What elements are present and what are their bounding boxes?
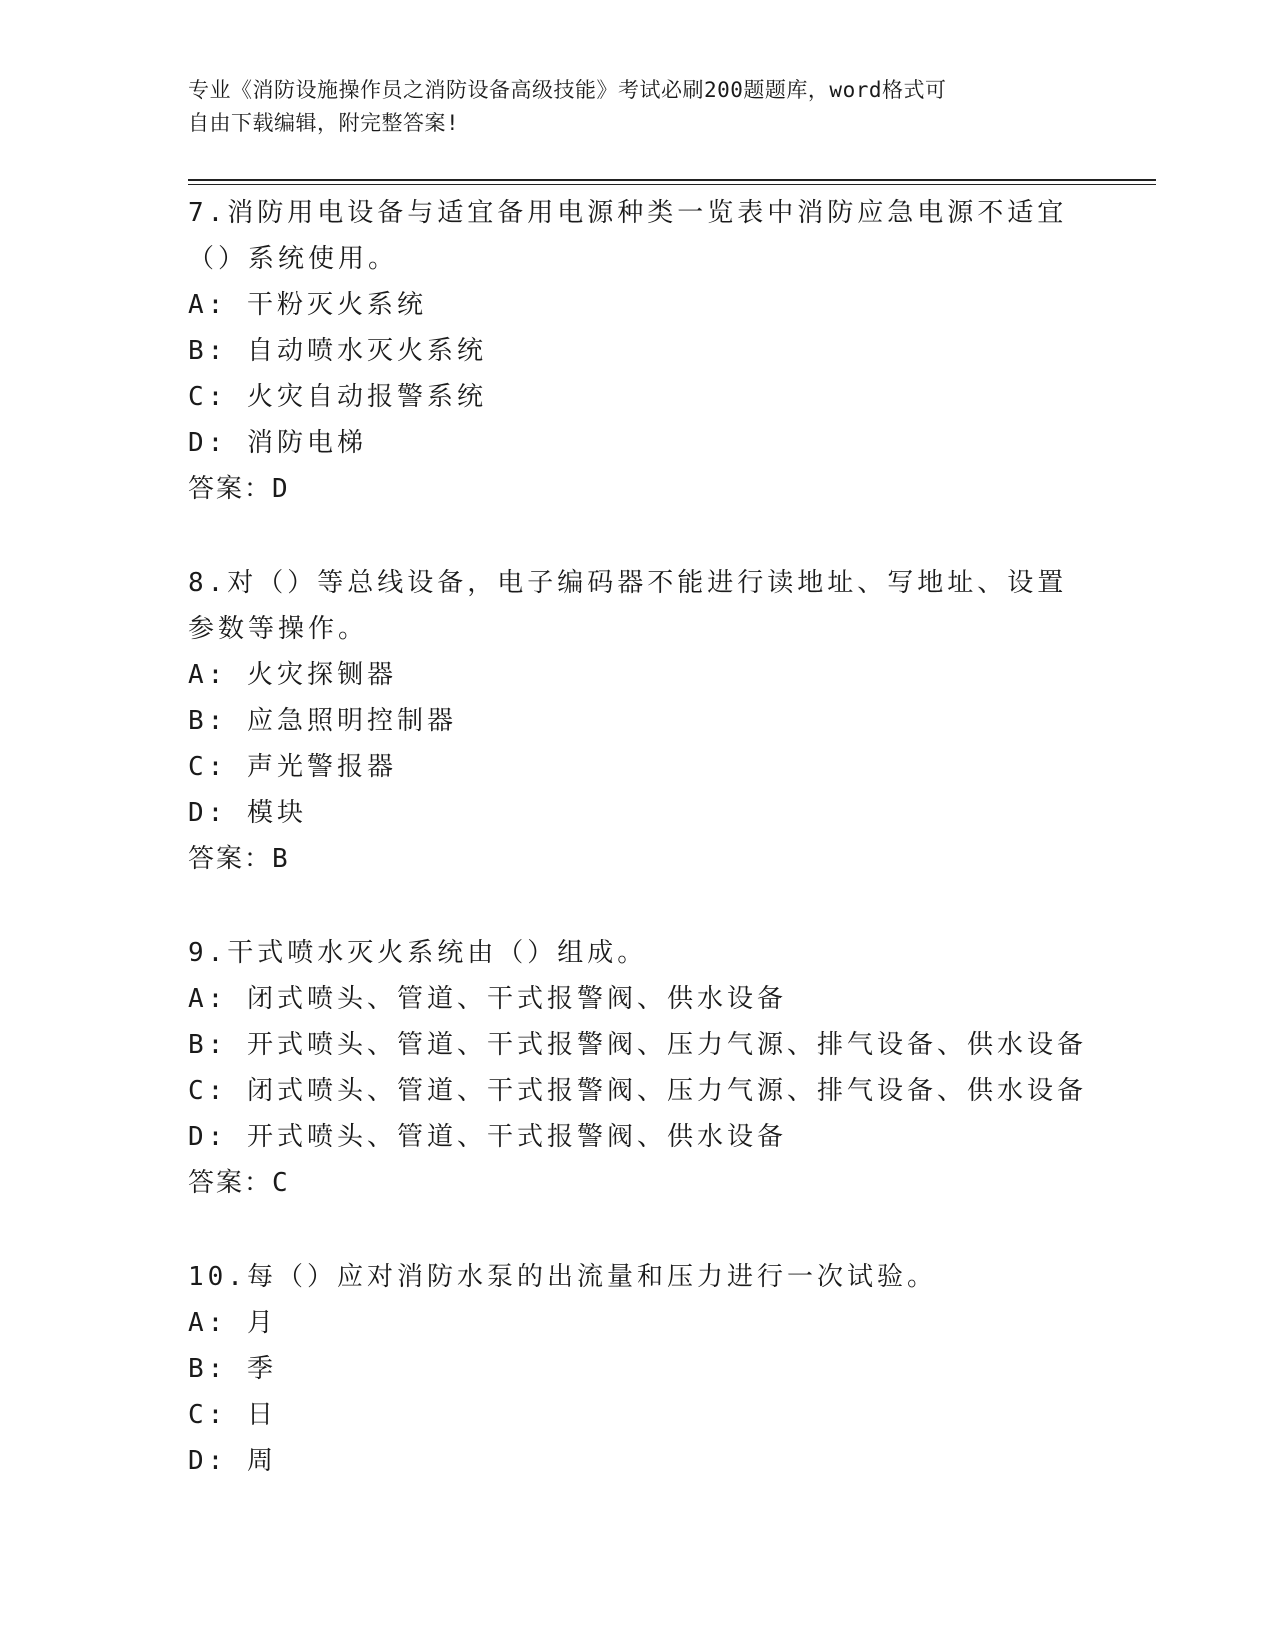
question-list	[188, 190, 1088, 1532]
option-d: D: 消防电梯	[188, 428, 367, 458]
option-b: B: 开式喷头、管道、干式报警阀、压力气源、排气设备、供水设备	[188, 1030, 1087, 1060]
option-b: B: 季	[188, 1354, 277, 1384]
option-c: C: 声光警报器	[188, 752, 397, 782]
option-a: A: 干粉灭火系统	[188, 290, 427, 320]
question-9	[188, 930, 1088, 1206]
option-d: D: 开式喷头、管道、干式报警阀、供水设备	[188, 1122, 787, 1152]
header-rule-thin	[188, 184, 1156, 185]
option-a: A: 火灾探铡器	[188, 660, 397, 690]
option-a: A: 闭式喷头、管道、干式报警阀、供水设备	[188, 984, 787, 1014]
option-b: B: 自动喷水灭火系统	[188, 336, 487, 366]
option-c: C: 日	[188, 1400, 277, 1430]
option-c: C: 火灾自动报警系统	[188, 382, 487, 412]
document-header	[188, 74, 1068, 140]
option-a: A: 月	[188, 1308, 277, 1338]
question-8	[188, 560, 1088, 882]
header-line-2: 自由下载编辑，附完整答案!	[188, 111, 460, 135]
answer: 答案：C	[188, 1168, 290, 1198]
answer: 答案：B	[188, 844, 290, 874]
header-line-1: 专业《消防设施操作员之消防设备高级技能》考试必刷200题题库，word格式可	[188, 78, 947, 102]
question-7	[188, 190, 1088, 512]
option-d: D: 模块	[188, 798, 307, 828]
answer: 答案：D	[188, 474, 290, 504]
question-stem: 8.对（）等总线设备，电子编码器不能进行读地址、写地址、设置参数等操作。	[188, 568, 1068, 644]
question-10	[188, 1254, 1088, 1484]
question-stem: 7.消防用电设备与适宜备用电源种类一览表中消防应急电源不适宜（）系统使用。	[188, 198, 1068, 274]
option-b: B: 应急照明控制器	[188, 706, 457, 736]
option-c: C: 闭式喷头、管道、干式报警阀、压力气源、排气设备、供水设备	[188, 1076, 1087, 1106]
header-rule-thick	[188, 179, 1156, 181]
question-stem: 9.干式喷水灭火系统由（）组成。	[188, 938, 648, 968]
question-stem: 10.每（）应对消防水泵的出流量和压力进行一次试验。	[188, 1262, 937, 1292]
option-d: D: 周	[188, 1446, 277, 1476]
